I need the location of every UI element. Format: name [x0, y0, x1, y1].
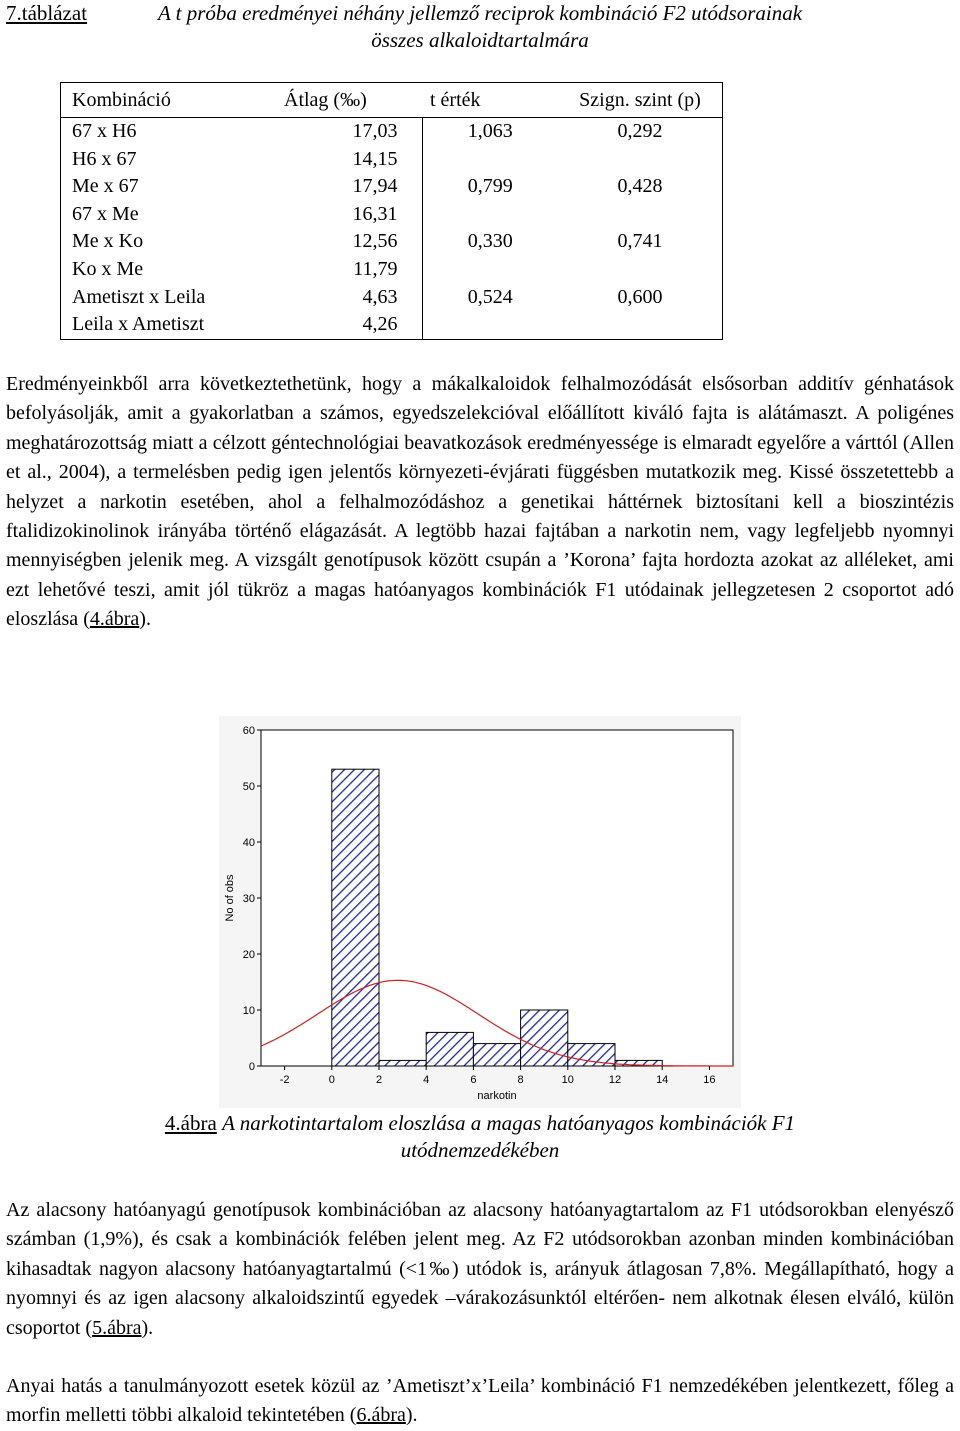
histogram-bar	[473, 1044, 520, 1066]
paragraph-2-end: ).	[141, 1316, 154, 1339]
table-header-cell: Átlag (‰)	[260, 83, 422, 118]
y-tick-label: 40	[242, 837, 255, 849]
y-tick-label: 20	[242, 949, 255, 961]
table-cell: Me x 67	[72, 175, 139, 198]
y-tick-label: 30	[242, 893, 255, 905]
histogram-svg	[219, 716, 741, 1108]
x-tick-label: 12	[608, 1074, 622, 1086]
figure-caption	[0, 1110, 960, 1164]
table-cell: 16,31	[260, 201, 422, 229]
table-row	[61, 118, 723, 146]
y-tick-label: 0	[248, 1061, 255, 1073]
x-tick-label: 2	[375, 1074, 383, 1086]
histogram-bar	[521, 1010, 568, 1066]
table-cell	[558, 256, 723, 284]
table-cell: 12,56	[260, 228, 422, 256]
table-cell: 0,600	[617, 285, 663, 308]
x-tick-label: 10	[561, 1074, 574, 1086]
table-ref-link[interactable]: 7.táblázat	[6, 1, 88, 25]
paragraph-1-end: ).	[139, 608, 151, 631]
table-row	[61, 146, 723, 174]
paragraph-2-text: Az alacsony hatóanyagú genotípusok kombinációban az alacsony hatóanyagtartalom az F1 utódsorokban elenyésző számban (1,9%), és csak a kombinációk felében jelent meg. Az F2 utódsorokban azonban minden kombinációban kihasadtak nagyon alacsony hatóanyagtartalmú (<1‰) utódok is, arányuk átlagosan 7,8%. Megállapítható, hogy a nyomnyi és az igen alacsony alkaloidszintű egyedek –várakozásunktól eltérően- nem alkotnak élesen elváló, külön csoportot (	[6, 1199, 954, 1339]
figure-4-ref-link[interactable]: 4.ábra	[89, 608, 140, 631]
figure-6-ref-link[interactable]: 6.ábra	[356, 1404, 406, 1427]
table-row	[61, 284, 723, 312]
paragraph-3-text: Anyai hatás a tanulmányozott esetek közül az ’Ametiszt’x’Leila’ kombináció F1 nemzedékében jelentkezett, főleg a morfin melletti többi alkaloid tekintetében (	[6, 1375, 954, 1427]
table-row	[61, 256, 723, 284]
table-cell: 0,741	[617, 230, 663, 253]
figure-5-ref-link[interactable]: 5.ábra	[92, 1316, 142, 1339]
table-caption	[0, 0, 960, 54]
table-row	[61, 173, 723, 201]
figure-4-caption-ref[interactable]: 4.ábra	[164, 1111, 217, 1135]
table-row	[61, 228, 723, 256]
x-tick-label: 4	[423, 1074, 430, 1086]
paragraph-1	[6, 370, 954, 635]
table-cell: 67 x H6	[72, 120, 137, 142]
x-tick-label: 16	[703, 1074, 716, 1086]
table-cell: 1,063	[467, 120, 513, 142]
table-cell: Ametiszt x Leila	[72, 285, 206, 308]
y-tick-label: 50	[242, 781, 255, 793]
figure-caption-line1: A narkotintartalom eloszlása a magas hatóanyagos kombinációk F1	[222, 1111, 796, 1135]
histogram-chart	[219, 716, 741, 1108]
table-cell	[422, 146, 558, 174]
table-cell: 0,799	[467, 175, 513, 198]
table-cell: 4,26	[260, 311, 422, 339]
y-tick-label: 10	[242, 1005, 255, 1017]
table-cell: 0,524	[467, 285, 513, 308]
table-header-row	[61, 83, 723, 118]
table-cell: 0,292	[617, 120, 663, 142]
table-cell: Me x Ko	[72, 230, 144, 253]
histogram-bar	[426, 1032, 473, 1066]
table-cell	[558, 146, 723, 174]
table-header-cell: Kombináció	[61, 83, 261, 118]
table-cell	[558, 311, 723, 339]
paragraph-1-text: Eredményeinkből arra következtethetünk, hogy a mákalkaloidok felhalmozódását elsősorban additív génhatások befolyásolják, amit a gyakorlatban a számos, egyedszelekcióval előállított kiváló fajta is alátámaszt. A poligénes meghatározottság miatt a célzott géntechnológiai beavatkozások eredményessége is elmaradt egyelőre a várttól (Allen et al., 2004), a termelésben pedig igen jelentős környezeti-évjárati függésben mutatkozik meg. Kissé összetettebb a helyzet a narkotin esetében, ahol a felhalmozódáshoz a genetikai háttérnek biztosítani kell a bioszintézis ftalidizokinolinok irányába történő elágazását. A legtöbb hazai fajtában a narkotin nem, vagy legfeljebb nyomnyi mennyiségben jelenik meg. A vizsgált genotípusok között csupán a ’Korona’ fajta hordozta azokat az alléleket, ami ezt lehetővé teszi, amit jól tükröz a magas hatóanyagos kombinációk F1 utódainak jellegzetesen 2 csoportot adó eloszlása (	[6, 373, 954, 631]
histogram-bar	[332, 769, 379, 1066]
table-row	[61, 311, 723, 339]
table-cell	[422, 201, 558, 229]
paragraph-3-end: ).	[405, 1404, 418, 1427]
x-tick-label: -2	[279, 1074, 290, 1086]
table-cell: H6 x 67	[72, 147, 137, 170]
table-cell: 0,428	[617, 175, 663, 198]
x-tick-label: 8	[517, 1074, 524, 1086]
x-tick-label: 0	[328, 1074, 335, 1086]
paragraph-2	[6, 1196, 954, 1343]
x-tick-label: 6	[470, 1074, 477, 1086]
table-row	[61, 201, 723, 229]
table-caption-line1: A t próba eredményei néhány jellemző reciprok kombináció F2 utódsorainak	[157, 1, 803, 25]
histogram-bar	[379, 1060, 426, 1066]
x-tick-label: 14	[656, 1074, 669, 1086]
table-header-cell: Szign. szint (p)	[558, 83, 723, 118]
table-cell: 11,79	[260, 256, 422, 284]
table-cell: 0,330	[467, 230, 513, 253]
paragraph-3	[6, 1372, 954, 1431]
table-cell: Leila x Ametiszt	[72, 313, 205, 336]
results-table	[60, 82, 723, 340]
x-axis-label: narkotin	[477, 1090, 517, 1102]
y-axis-label: No of obs	[224, 874, 236, 922]
table-header-cell: t érték	[422, 83, 558, 118]
table-cell: 17,03	[260, 118, 422, 146]
table-cell	[422, 311, 558, 339]
table-cell: 4,63	[260, 284, 422, 312]
table-cell: 14,15	[260, 146, 422, 174]
table-cell	[558, 201, 723, 229]
table-caption-line2: összes alkaloidtartalmára	[371, 28, 589, 52]
table-cell: 67 x Me	[72, 202, 139, 225]
table-cell: 17,94	[260, 173, 422, 201]
table-cell: Ko x Me	[72, 257, 144, 280]
table-cell	[422, 256, 558, 284]
figure-caption-line2: utódnemzedékében	[400, 1138, 560, 1162]
y-tick-label: 60	[242, 725, 255, 737]
